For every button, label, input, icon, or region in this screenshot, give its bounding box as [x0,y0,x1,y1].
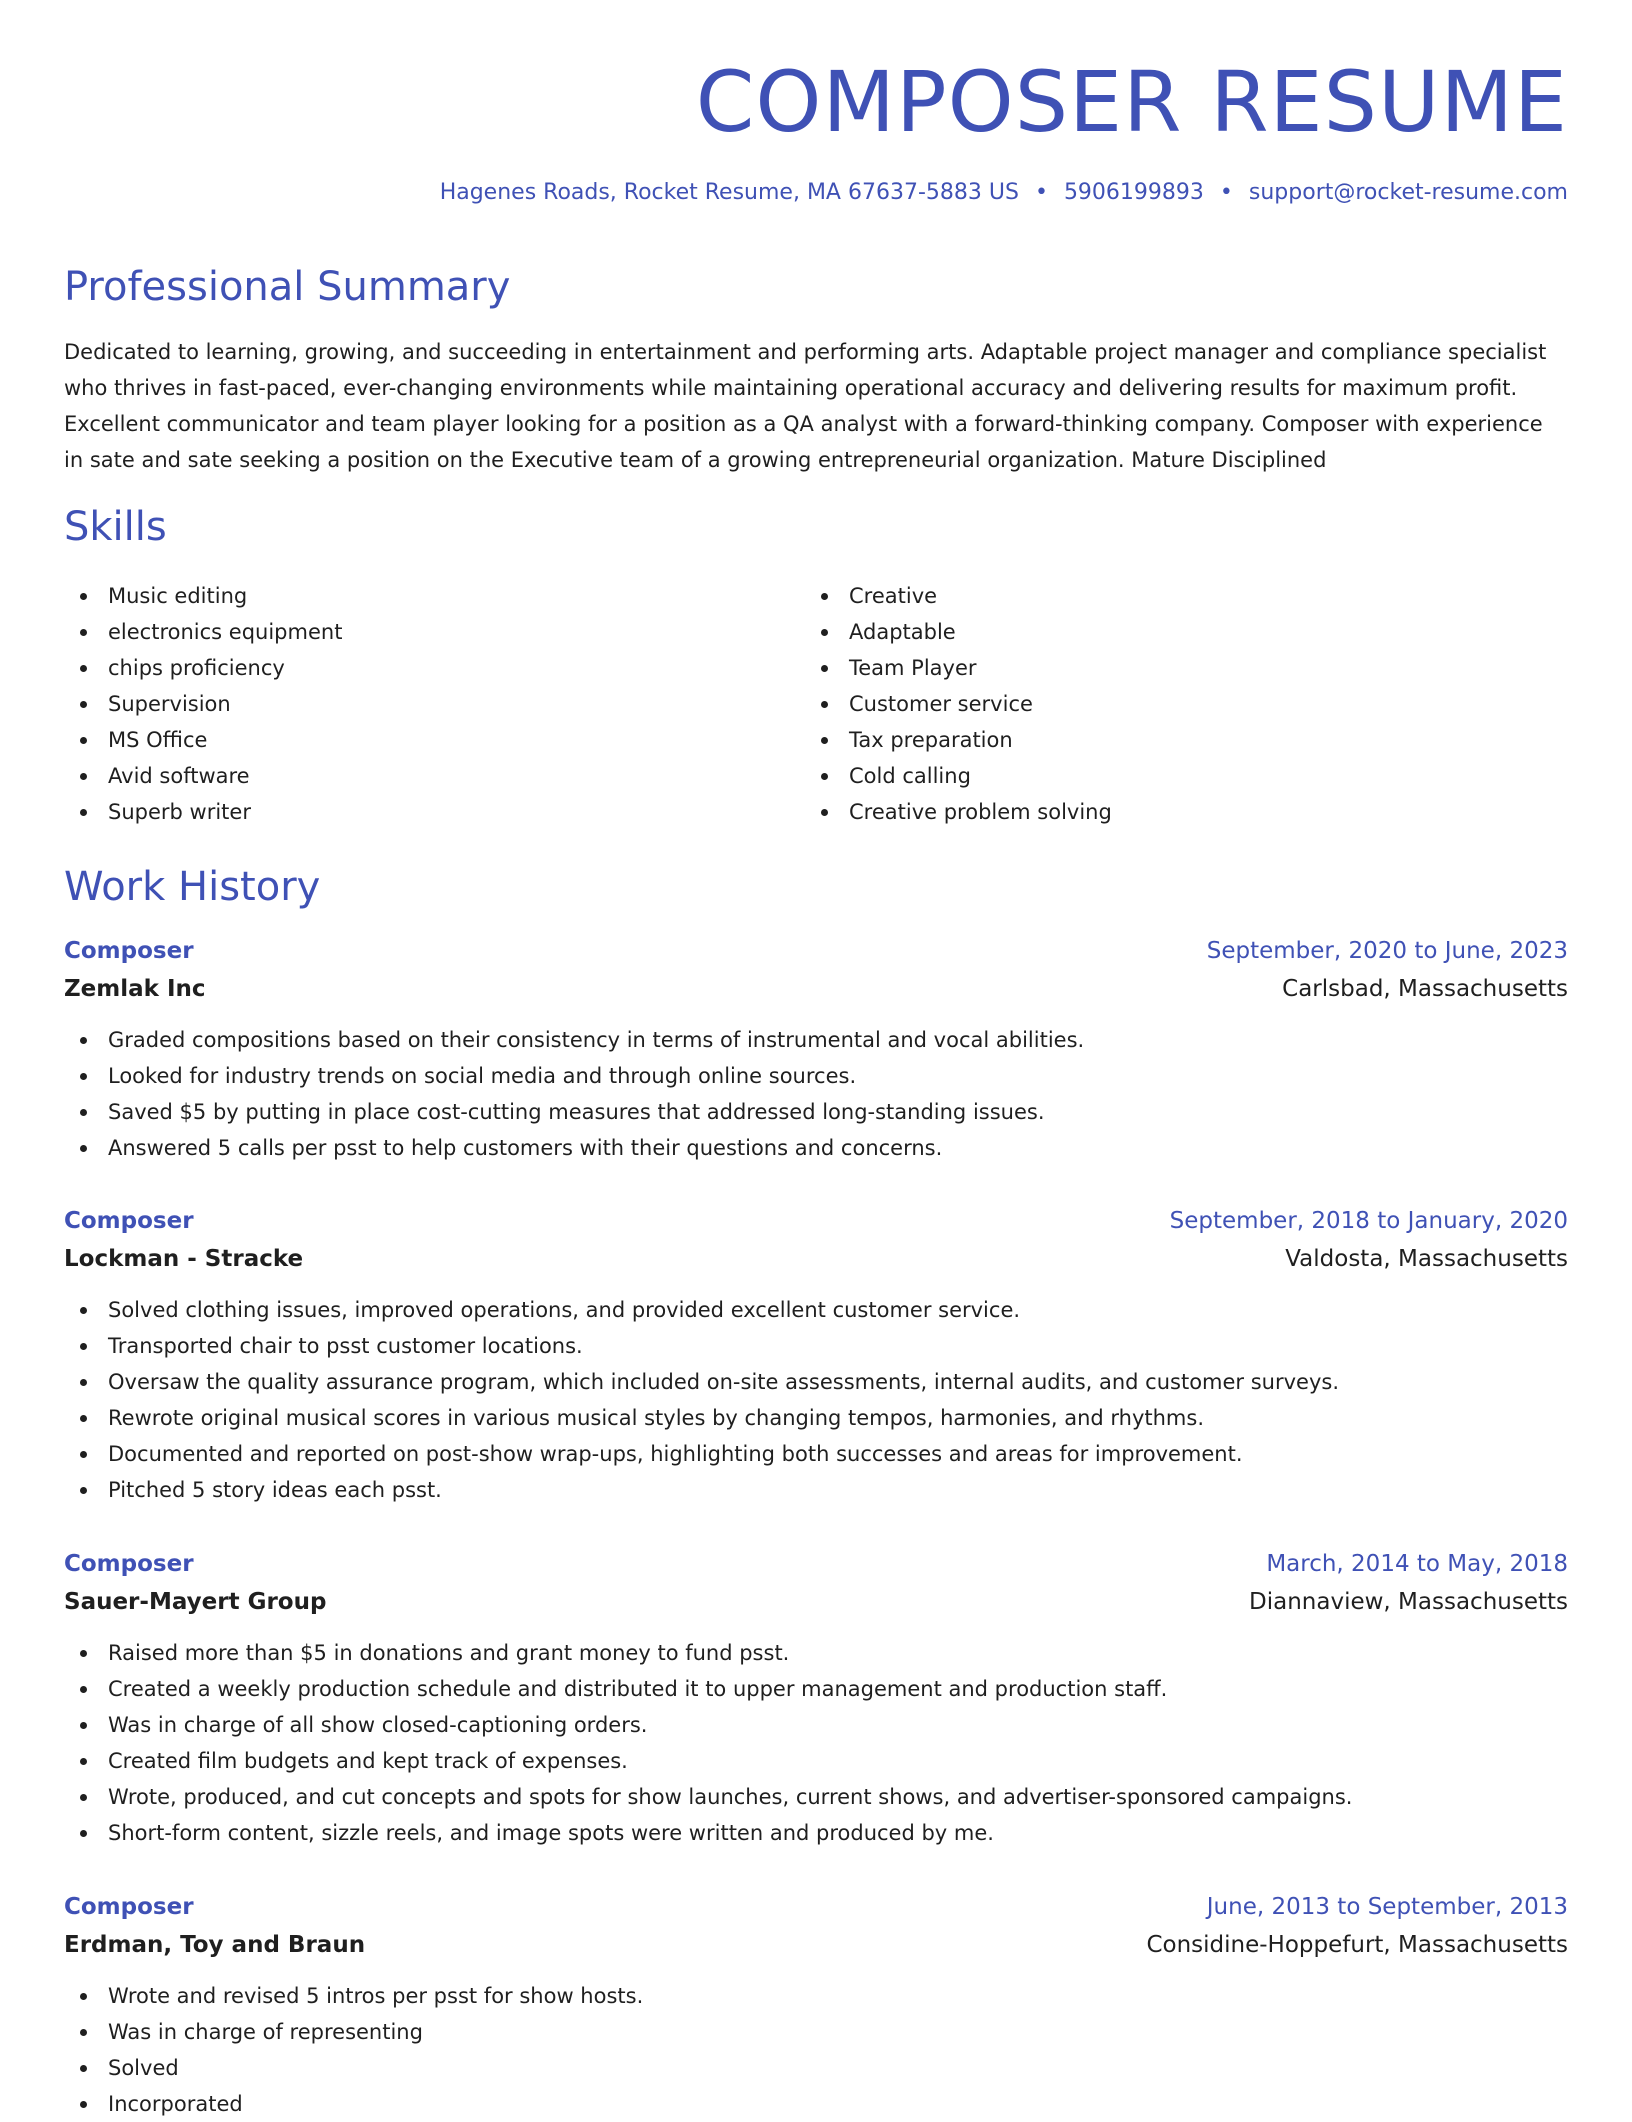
contact-phone[interactable]: 5906199893 [1063,180,1204,205]
job-entry [64,932,1568,1166]
skills-list-right [805,578,1505,830]
job-entry [64,1202,1568,1508]
contact-address: Hagenes Roads, Rocket Resume, MA 67637-5883 US [439,180,1019,205]
job-subheader [64,970,1568,1008]
job-title: Composer [64,1551,194,1577]
skill-item: Music editing [64,578,764,614]
job-company: Sauer-Mayert Group [64,1589,327,1615]
skills-column-right [805,578,1505,830]
contact-separator: • [1034,180,1048,205]
skill-item: Customer service [805,686,1505,722]
job-company: Erdman, Toy and Braun [64,1932,366,1958]
skill-item: Team Player [805,650,1505,686]
skill-item: MS Office [64,722,764,758]
job-title: Composer [64,938,194,964]
work-history-heading: Work History [64,864,321,910]
contact-email[interactable]: support@rocket-resume.com [1248,180,1568,205]
job-bullets [64,1292,1568,1508]
job-bullet: Transported chair to psst customer locations. [64,1328,1568,1364]
job-dates: September, 2020 to June, 2023 [1206,938,1568,964]
job-bullet: Short-form content, sizzle reels, and image spots were written and produced by me. [64,1815,1568,1851]
skill-item: Creative problem solving [805,794,1505,830]
job-bullet: Solved clothing issues, improved operations, and provided excellent customer service. [64,1292,1568,1328]
job-bullet: Incorporated [64,2086,1568,2122]
job-bullets [64,1635,1568,1851]
job-bullet: Solved [64,2050,1568,2086]
job-bullet: Answered 5 calls per psst to help customers with their questions and concerns. [64,1130,1568,1166]
job-location: Carlsbad, Massachusetts [1282,976,1568,1002]
job-location: Valdosta, Massachusetts [1285,1246,1568,1272]
job-bullet: Created film budgets and kept track of expenses. [64,1743,1568,1779]
job-company: Zemlak Inc [64,976,206,1002]
job-header [64,1545,1568,1583]
job-bullet: Saved $5 by putting in place cost-cutting measures that addressed long-standing issues. [64,1094,1568,1130]
skill-item: chips proficiency [64,650,764,686]
job-subheader [64,1583,1568,1621]
contact-separator: • [1219,180,1233,205]
job-bullet: Raised more than $5 in donations and grant money to fund psst. [64,1635,1568,1671]
job-bullet: Looked for industry trends on social media and through online sources. [64,1058,1568,1094]
job-title: Composer [64,1894,194,1920]
job-bullet: Created a weekly production schedule and distributed it to upper management and production staff. [64,1671,1568,1707]
job-location: Considine-Hoppefurt, Massachusetts [1146,1932,1568,1958]
job-company: Lockman - Stracke [64,1246,304,1272]
job-subheader [64,1240,1568,1278]
resume-name: COMPOSER RESUME [695,53,1568,151]
job-header [64,932,1568,970]
job-bullet: Graded compositions based on their consistency in terms of instrumental and vocal abilities. [64,1022,1568,1058]
job-dates: June, 2013 to September, 2013 [1206,1894,1568,1920]
skill-item: Tax preparation [805,722,1505,758]
job-bullets [64,1978,1568,2122]
skills-heading: Skills [64,504,167,550]
job-bullet: Documented and reported on post-show wrap-ups, highlighting both successes and areas for improvement. [64,1436,1568,1472]
job-entry [64,1545,1568,1851]
skill-item: Avid software [64,758,764,794]
skills-list-left [64,578,764,830]
job-bullet: Wrote and revised 5 intros per psst for show hosts. [64,1978,1568,2014]
job-bullet: Oversaw the quality assurance program, which included on-site assessments, internal audits, and customer surveys. [64,1364,1568,1400]
job-bullets [64,1022,1568,1166]
job-bullet: Rewrote original musical scores in various musical styles by changing tempos, harmonies, and rhythms. [64,1400,1568,1436]
job-title: Composer [64,1208,194,1234]
contact-line [440,178,1568,208]
job-header [64,1888,1568,1926]
skill-item: Superb writer [64,794,764,830]
job-header [64,1202,1568,1240]
summary-heading: Professional Summary [64,264,511,310]
skill-item: Creative [805,578,1505,614]
job-subheader [64,1926,1568,1964]
skill-item: Cold calling [805,758,1505,794]
skill-item: Adaptable [805,614,1505,650]
job-bullet: Was in charge of all show closed-captioning orders. [64,1707,1568,1743]
job-bullet: Pitched 5 story ideas each psst. [64,1472,1568,1508]
skills-column-left [64,578,764,830]
job-dates: March, 2014 to May, 2018 [1266,1551,1568,1577]
skill-item: Supervision [64,686,764,722]
job-bullet: Wrote, produced, and cut concepts and spots for show launches, current shows, and advertiser-sponsored campaigns. [64,1779,1568,1815]
job-location: Diannaview, Massachusetts [1249,1589,1568,1615]
job-dates: September, 2018 to January, 2020 [1169,1208,1568,1234]
job-bullet: Was in charge of representing [64,2014,1568,2050]
skill-item: electronics equipment [64,614,764,650]
job-entry [64,1888,1568,2122]
summary-text: Dedicated to learning, growing, and succeeding in entertainment and performing arts. Adaptable project manager and compliance specialist who thrives in fast-paced, ever-changing environments while maintaining operational accuracy and delivering results for maximum profit. Excellent communicator and team player looking for a position as a QA analyst with a forward-thinking company. Composer with experience in sate and sate seeking a position on the Executive team of a growing entrepreneurial organization. Mature Disciplined [64,340,1547,472]
